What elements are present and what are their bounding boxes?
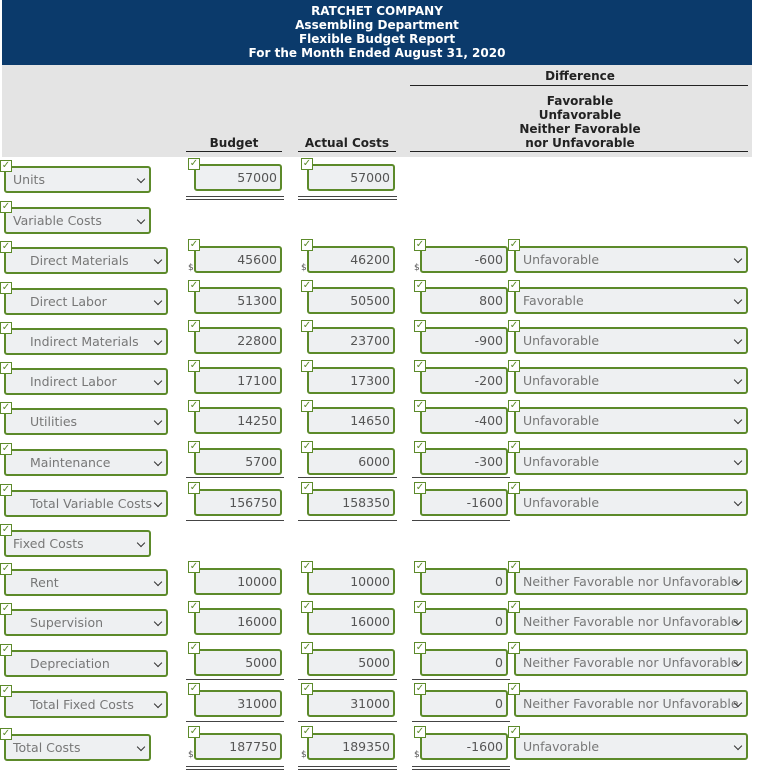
check-icon: ✓ bbox=[415, 239, 425, 250]
chevron-down-icon bbox=[137, 743, 145, 751]
row-label-select[interactable]: Indirect Materials bbox=[4, 328, 168, 355]
chevron-down-icon bbox=[137, 539, 145, 547]
check-icon: ✓ bbox=[189, 320, 199, 331]
check-icon: ✓ bbox=[509, 400, 519, 411]
dollar-sign: $ bbox=[188, 263, 194, 273]
dollar-sign: $ bbox=[301, 263, 307, 273]
check-icon: ✓ bbox=[509, 642, 519, 653]
double-underline bbox=[186, 196, 284, 197]
chevron-down-icon bbox=[734, 498, 742, 506]
status-select[interactable]: Unfavorable bbox=[514, 489, 748, 516]
fixed-costs-select[interactable]: Fixed Costs bbox=[4, 530, 151, 557]
difference-input[interactable]: -600 bbox=[420, 246, 508, 273]
check-icon: ✓ bbox=[302, 642, 312, 653]
check-icon: ✓ bbox=[1, 201, 11, 212]
check-icon: ✓ bbox=[189, 683, 199, 694]
budget-input[interactable]: 5000 bbox=[194, 649, 282, 676]
actual-input[interactable]: 16000 bbox=[307, 608, 395, 635]
dollar-sign: $ bbox=[414, 750, 420, 760]
actual-underline bbox=[298, 151, 396, 152]
check-icon: ✓ bbox=[189, 642, 199, 653]
check-icon: ✓ bbox=[415, 400, 425, 411]
check-icon: ✓ bbox=[189, 441, 199, 452]
check-icon: ✓ bbox=[415, 441, 425, 452]
check-icon: ✓ bbox=[1, 644, 11, 655]
check-icon: ✓ bbox=[302, 726, 312, 737]
actual-input[interactable]: 23700 bbox=[307, 327, 395, 354]
chevron-down-icon bbox=[154, 700, 162, 708]
status-select[interactable]: Neither Favorable nor Unfavorable bbox=[514, 649, 748, 676]
double-underline bbox=[412, 769, 510, 770]
row-label-select[interactable]: Rent bbox=[4, 569, 168, 596]
difference-input[interactable]: 0 bbox=[420, 690, 508, 717]
actual-input[interactable]: 31000 bbox=[307, 690, 395, 717]
actual-input[interactable]: 5000 bbox=[307, 649, 395, 676]
check-icon: ✓ bbox=[1, 728, 11, 739]
chevron-down-icon bbox=[734, 742, 742, 750]
variable-costs-select[interactable]: Variable Costs bbox=[4, 207, 151, 234]
check-icon: ✓ bbox=[509, 601, 519, 612]
chevron-down-icon bbox=[137, 216, 145, 224]
budget-input[interactable]: 14250 bbox=[194, 407, 282, 434]
status-select[interactable]: Unfavorable bbox=[514, 733, 748, 760]
budget-input[interactable]: 51300 bbox=[194, 287, 282, 314]
check-icon: ✓ bbox=[189, 360, 199, 371]
check-icon: ✓ bbox=[1, 402, 11, 413]
total-fixed-select[interactable]: Total Fixed Costs bbox=[4, 691, 168, 718]
check-icon: ✓ bbox=[509, 239, 519, 250]
chevron-down-icon bbox=[734, 296, 742, 304]
department-name: Assembling Department bbox=[295, 18, 459, 32]
actual-input[interactable]: 17300 bbox=[307, 367, 395, 394]
chevron-down-icon bbox=[154, 458, 162, 466]
double-underline bbox=[186, 766, 284, 767]
check-icon: ✓ bbox=[415, 482, 425, 493]
double-underline bbox=[298, 199, 397, 200]
subtotal-rule bbox=[298, 477, 397, 478]
double-underline bbox=[186, 199, 284, 200]
actual-input[interactable]: 189350 bbox=[307, 733, 395, 760]
check-icon: ✓ bbox=[415, 683, 425, 694]
difference-input[interactable]: -400 bbox=[420, 407, 508, 434]
budget-input[interactable]: 31000 bbox=[194, 690, 282, 717]
budget-input[interactable]: 5700 bbox=[194, 448, 282, 475]
check-icon: ✓ bbox=[509, 561, 519, 572]
check-icon: ✓ bbox=[302, 601, 312, 612]
difference-input[interactable]: -200 bbox=[420, 367, 508, 394]
total-rule bbox=[298, 520, 397, 521]
check-icon: ✓ bbox=[189, 158, 199, 169]
chevron-down-icon bbox=[154, 578, 162, 586]
check-icon: ✓ bbox=[302, 320, 312, 331]
row-label-select[interactable]: Supervision bbox=[4, 609, 168, 636]
total-costs-select[interactable]: Total Costs bbox=[4, 734, 151, 761]
double-underline bbox=[298, 196, 397, 197]
difference-input[interactable]: -1600 bbox=[420, 489, 508, 516]
chevron-down-icon bbox=[137, 175, 145, 183]
actual-heading: Actual Costs bbox=[304, 136, 390, 150]
check-icon: ✓ bbox=[302, 158, 312, 169]
report-period: For the Month Ended August 31, 2020 bbox=[248, 46, 506, 60]
check-icon: ✓ bbox=[189, 726, 199, 737]
chevron-down-icon bbox=[154, 297, 162, 305]
check-icon: ✓ bbox=[189, 601, 199, 612]
chevron-down-icon bbox=[154, 618, 162, 626]
difference-input[interactable]: -300 bbox=[420, 448, 508, 475]
chevron-down-icon bbox=[734, 376, 742, 384]
check-icon: ✓ bbox=[1, 362, 11, 373]
check-icon: ✓ bbox=[189, 280, 199, 291]
check-icon: ✓ bbox=[189, 400, 199, 411]
total-rule bbox=[186, 721, 284, 722]
check-icon: ✓ bbox=[509, 320, 519, 331]
subtotal-rule bbox=[186, 679, 284, 680]
chevron-down-icon bbox=[154, 499, 162, 507]
budget-heading: Budget bbox=[209, 136, 259, 150]
check-icon: ✓ bbox=[302, 360, 312, 371]
difference-input[interactable]: -900 bbox=[420, 327, 508, 354]
actual-input[interactable]: 50500 bbox=[307, 287, 395, 314]
row-label-select[interactable]: Direct Materials bbox=[4, 247, 168, 274]
check-icon: ✓ bbox=[509, 280, 519, 291]
budget-input[interactable]: 156750 bbox=[194, 489, 282, 516]
chevron-down-icon bbox=[154, 377, 162, 385]
check-icon: ✓ bbox=[189, 239, 199, 250]
check-icon: ✓ bbox=[415, 642, 425, 653]
difference-input[interactable]: 0 bbox=[420, 649, 508, 676]
dollar-sign: $ bbox=[301, 750, 307, 760]
check-icon: ✓ bbox=[1, 685, 11, 696]
check-icon: ✓ bbox=[415, 280, 425, 291]
check-icon: ✓ bbox=[302, 280, 312, 291]
favorable-heading: Favorable Unfavorable Neither Favorable nor Unfavorable bbox=[519, 94, 641, 150]
budget-input[interactable]: 22800 bbox=[194, 327, 282, 354]
company-name: RATCHET COMPANY bbox=[311, 4, 443, 18]
difference-underline bbox=[410, 85, 748, 86]
status-select[interactable]: Neither Favorable nor Unfavorable bbox=[514, 690, 748, 717]
budget-input[interactable]: 17100 bbox=[194, 367, 282, 394]
check-icon: ✓ bbox=[415, 561, 425, 572]
subtotal-rule bbox=[186, 477, 284, 478]
actual-input[interactable]: 6000 bbox=[307, 448, 395, 475]
difference-input[interactable]: 800 bbox=[420, 287, 508, 314]
check-icon: ✓ bbox=[1, 563, 11, 574]
check-icon: ✓ bbox=[1, 241, 11, 252]
row-label-select[interactable]: Utilities bbox=[4, 408, 168, 435]
row-label-select[interactable]: Indirect Labor bbox=[4, 368, 168, 395]
chevron-down-icon bbox=[734, 336, 742, 344]
budget-input[interactable]: 16000 bbox=[194, 608, 282, 635]
check-icon: ✓ bbox=[302, 683, 312, 694]
status-select[interactable]: Unfavorable bbox=[514, 246, 748, 273]
actual-input[interactable]: 10000 bbox=[307, 568, 395, 595]
check-icon: ✓ bbox=[1, 484, 11, 495]
status-underline bbox=[410, 151, 748, 152]
check-icon: ✓ bbox=[1, 524, 11, 535]
budget-input[interactable]: 187750 bbox=[194, 733, 282, 760]
budget-input[interactable]: 10000 bbox=[194, 568, 282, 595]
actual-input[interactable]: 158350 bbox=[307, 489, 395, 516]
actual-input[interactable]: 14650 bbox=[307, 407, 395, 434]
check-icon: ✓ bbox=[302, 239, 312, 250]
subtotal-rule bbox=[298, 679, 397, 680]
difference-input[interactable]: -1600 bbox=[420, 733, 508, 760]
chevron-down-icon bbox=[154, 417, 162, 425]
check-icon: ✓ bbox=[415, 360, 425, 371]
total-rule bbox=[186, 520, 284, 521]
budget-underline bbox=[186, 151, 282, 152]
double-underline bbox=[298, 766, 397, 767]
total-rule bbox=[412, 721, 510, 722]
total-rule bbox=[412, 520, 510, 521]
check-icon: ✓ bbox=[1, 603, 11, 614]
double-underline bbox=[412, 766, 510, 767]
check-icon: ✓ bbox=[302, 400, 312, 411]
chevron-down-icon bbox=[154, 659, 162, 667]
check-icon: ✓ bbox=[1, 322, 11, 333]
chevron-down-icon bbox=[154, 337, 162, 345]
total-variable-select[interactable]: Total Variable Costs bbox=[4, 490, 168, 517]
check-icon: ✓ bbox=[415, 726, 425, 737]
check-icon: ✓ bbox=[1, 160, 11, 171]
row-label-select[interactable]: Maintenance bbox=[4, 449, 168, 476]
check-icon: ✓ bbox=[189, 561, 199, 572]
difference-input[interactable]: 0 bbox=[420, 608, 508, 635]
chevron-down-icon bbox=[734, 416, 742, 424]
actual-input[interactable]: 46200 bbox=[307, 246, 395, 273]
subtotal-rule bbox=[412, 477, 510, 478]
check-icon: ✓ bbox=[509, 726, 519, 737]
subtotal-rule bbox=[412, 679, 510, 680]
status-select[interactable]: Favorable bbox=[514, 287, 748, 314]
check-icon: ✓ bbox=[509, 441, 519, 452]
chevron-down-icon bbox=[734, 457, 742, 465]
double-underline bbox=[298, 769, 397, 770]
check-icon: ✓ bbox=[1, 282, 11, 293]
check-icon: ✓ bbox=[302, 561, 312, 572]
total-rule bbox=[298, 721, 397, 722]
check-icon: ✓ bbox=[415, 601, 425, 612]
check-icon: ✓ bbox=[1, 443, 11, 454]
check-icon: ✓ bbox=[415, 320, 425, 331]
check-icon: ✓ bbox=[509, 482, 519, 493]
status-select[interactable]: Unfavorable bbox=[514, 367, 748, 394]
check-icon: ✓ bbox=[509, 360, 519, 371]
budget-input[interactable]: 45600 bbox=[194, 246, 282, 273]
chevron-down-icon bbox=[154, 256, 162, 264]
check-icon: ✓ bbox=[509, 683, 519, 694]
status-select[interactable]: Unfavorable bbox=[514, 407, 748, 434]
report-title: Flexible Budget Report bbox=[298, 32, 456, 46]
row-label-select[interactable]: Depreciation bbox=[4, 650, 168, 677]
units-budget-input[interactable]: 57000 bbox=[194, 164, 282, 191]
row-label-select[interactable]: Direct Labor bbox=[4, 288, 168, 315]
report-header bbox=[2, 0, 752, 65]
chevron-down-icon bbox=[734, 255, 742, 263]
difference-input[interactable]: 0 bbox=[420, 568, 508, 595]
difference-heading: Difference bbox=[545, 69, 615, 83]
dollar-sign: $ bbox=[414, 263, 420, 273]
check-icon: ✓ bbox=[189, 482, 199, 493]
units-actual-input[interactable]: 57000 bbox=[307, 164, 395, 191]
status-select[interactable]: Neither Favorable nor Unfavorable bbox=[514, 608, 748, 635]
check-icon: ✓ bbox=[302, 441, 312, 452]
status-select[interactable]: Unfavorable bbox=[514, 448, 748, 475]
status-select[interactable]: Unfavorable bbox=[514, 327, 748, 354]
check-icon: ✓ bbox=[302, 482, 312, 493]
status-select[interactable]: Neither Favorable nor Unfavorable bbox=[514, 568, 748, 595]
units-select[interactable]: Units bbox=[4, 166, 151, 193]
dollar-sign: $ bbox=[188, 750, 194, 760]
double-underline bbox=[186, 769, 284, 770]
